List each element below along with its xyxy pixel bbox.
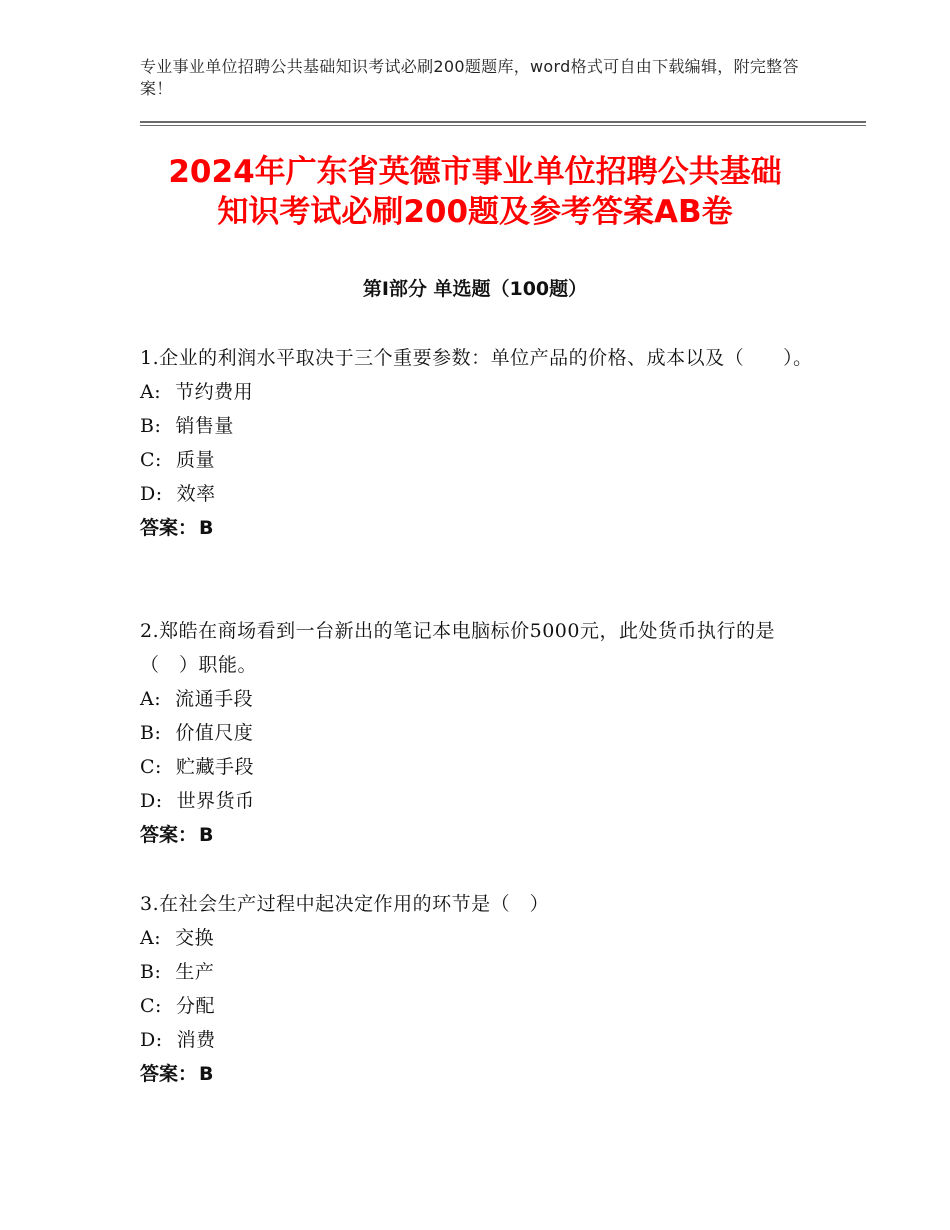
- answer-value: B: [199, 824, 214, 846]
- question-1: [140, 341, 820, 545]
- option-d: [140, 477, 820, 511]
- option-letter: B:: [140, 415, 162, 437]
- option-text: 交换: [175, 927, 215, 949]
- option-b: [140, 955, 820, 989]
- option-a: [140, 682, 820, 716]
- answer-line: [140, 1057, 820, 1091]
- option-text: 质量: [175, 449, 215, 471]
- option-text: 节约费用: [175, 381, 254, 403]
- option-letter: C:: [140, 995, 162, 1017]
- option-b: [140, 409, 820, 443]
- option-d: [140, 784, 820, 818]
- option-letter: C:: [140, 756, 162, 778]
- option-c: [140, 989, 820, 1023]
- answer-value: B: [199, 1063, 214, 1085]
- answer-label: 答案：: [140, 517, 198, 539]
- header-divider: [140, 121, 866, 123]
- option-letter: B:: [140, 961, 162, 983]
- answer-line: [140, 511, 820, 545]
- option-c: [140, 443, 820, 477]
- document-title: [100, 152, 850, 232]
- option-text: 生产: [175, 961, 215, 983]
- option-text: 销售量: [175, 415, 234, 437]
- option-text: 贮藏手段: [175, 756, 254, 778]
- question-stem: 1.企业的利润水平取决于三个重要参数：单位产品的价格、成本以及（ ）。: [140, 347, 813, 369]
- document-title-line-1: 2024年广东省英德市事业单位招聘公共基础: [168, 154, 782, 190]
- answer-value: B: [199, 517, 214, 539]
- option-letter: D:: [140, 483, 163, 505]
- option-letter: B:: [140, 722, 162, 744]
- option-letter: C:: [140, 449, 162, 471]
- option-text: 流通手段: [175, 688, 254, 710]
- question-3: [140, 887, 820, 1091]
- option-letter: A:: [140, 381, 162, 403]
- option-letter: A:: [140, 927, 162, 949]
- option-b: [140, 716, 820, 750]
- header-divider-thin: [140, 125, 866, 126]
- option-letter: D:: [140, 1029, 163, 1051]
- document-title-line-2: 知识考试必刷200题及参考答案AB卷: [217, 194, 733, 230]
- option-text: 效率: [176, 483, 216, 505]
- option-letter: A:: [140, 688, 162, 710]
- option-c: [140, 750, 820, 784]
- answer-line: [140, 818, 820, 852]
- question-stem: 2.郑皓在商场看到一台新出的笔记本电脑标价5000元，此处货币执行的是（ ）职能。: [140, 620, 775, 676]
- option-text: 分配: [175, 995, 215, 1017]
- answer-label: 答案：: [140, 824, 198, 846]
- option-text: 价值尺度: [175, 722, 254, 744]
- option-letter: D:: [140, 790, 163, 812]
- option-text: 消费: [176, 1029, 216, 1051]
- header-note: 专业事业单位招聘公共基础知识考试必刷200题题库，word格式可自由下载编辑，附完整答案！: [140, 57, 799, 98]
- question-stem: 3.在社会生产过程中起决定作用的环节是（ ）: [140, 893, 550, 915]
- option-d: [140, 1023, 820, 1057]
- option-a: [140, 375, 820, 409]
- option-a: [140, 921, 820, 955]
- option-text: 世界货币: [176, 790, 255, 812]
- section-title: 第Ⅰ部分 单选题（100题）: [362, 278, 588, 300]
- answer-label: 答案：: [140, 1063, 198, 1085]
- question-2: [140, 614, 820, 852]
